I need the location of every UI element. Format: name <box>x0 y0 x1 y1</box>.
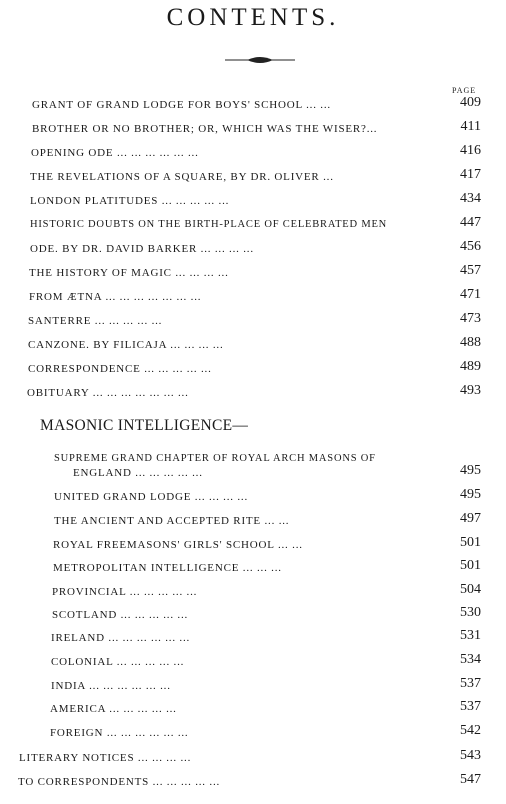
section-entry-page: 501 <box>460 558 481 573</box>
toc-entry-page: 471 <box>460 287 481 302</box>
section-entry-title: THE ANCIENT AND ACCEPTED RITE ... ... <box>54 515 290 527</box>
section-entry-continued <box>0 465 506 487</box>
toc-entry-page: 457 <box>460 263 481 278</box>
section-entry-page: 501 <box>460 535 481 550</box>
toc-entry <box>0 193 506 215</box>
toc-entry-title: CANZONE. BY FILICAJA ... ... ... ... <box>28 339 224 351</box>
toc-entry-title: ODE. BY DR. DAVID BARKER ... ... ... ... <box>30 243 254 255</box>
toc-entry-title: SANTERRE ... ... ... ... ... <box>28 315 163 327</box>
toc-entry <box>0 750 506 772</box>
section-entry-title: UNITED GRAND LODGE ... ... ... ... <box>54 491 249 503</box>
section-entry-title: COLONIAL ... ... ... ... ... <box>51 656 185 668</box>
section-entry <box>0 513 506 535</box>
toc-entry <box>0 241 506 263</box>
section-entry-page: 542 <box>460 723 481 738</box>
section-entry-title: ROYAL FREEMASONS' GIRLS' SCHOOL ... ... <box>53 539 303 551</box>
toc-entry-title: LITERARY NOTICES ... ... ... ... <box>19 752 192 764</box>
toc-entry <box>0 145 506 167</box>
toc-entry-page: 434 <box>460 191 481 206</box>
toc-entry-title: GRANT OF GRAND LODGE FOR BOYS' SCHOOL ... ... <box>32 99 331 111</box>
section-entry <box>0 607 506 629</box>
section-entry-page: 497 <box>460 511 481 526</box>
section-entry <box>0 560 506 582</box>
section-entry <box>0 725 506 747</box>
toc-entry <box>0 217 506 239</box>
toc-entry-page: 488 <box>460 335 481 350</box>
toc-entry-title: OPENING ODE ... ... ... ... ... ... <box>31 147 199 159</box>
toc-entry-page: 473 <box>460 311 481 326</box>
toc-entry-page: 447 <box>460 215 481 230</box>
toc-entry-page: 456 <box>460 239 481 254</box>
toc-entry-title: THE HISTORY OF MAGIC ... ... ... ... <box>29 267 229 279</box>
section-entry-title: IRELAND ... ... ... ... ... ... <box>51 632 191 644</box>
page-title: CONTENTS. <box>166 4 340 31</box>
toc-entry-title: FROM ÆTNA ... ... ... ... ... ... ... <box>29 291 202 303</box>
toc-entry <box>0 313 506 335</box>
toc-entry <box>0 265 506 287</box>
toc-entry-title: CORRESPONDENCE ... ... ... ... ... <box>28 363 212 375</box>
toc-entry-page: 493 <box>460 383 481 398</box>
section-entry-page: 537 <box>460 676 481 691</box>
toc-entry <box>0 361 506 383</box>
toc-entry-title: TO CORRESPONDENTS ... ... ... ... ... <box>18 776 221 788</box>
section-entry <box>0 701 506 723</box>
section-entry-title: AMERICA ... ... ... ... ... <box>50 703 177 715</box>
section-entry-title: PROVINCIAL ... ... ... ... ... <box>52 586 198 598</box>
toc-entry-title: LONDON PLATITUDES ... ... ... ... ... <box>30 195 230 207</box>
toc-entry <box>0 97 506 119</box>
toc-entry-page: 489 <box>460 359 481 374</box>
section-entry-page: 495 <box>460 463 481 478</box>
section-entry-page: 530 <box>460 605 481 620</box>
toc-entry-page: 416 <box>460 143 481 158</box>
toc-entry-title: BROTHER OR NO BROTHER; OR, WHICH WAS THE WISER?... <box>32 123 378 135</box>
toc-entry-title: HISTORIC DOUBTS ON THE BIRTH-PLACE OF CELEBRATED MEN <box>30 219 388 230</box>
toc-entry-page: 417 <box>460 167 481 182</box>
toc-entry <box>0 289 506 311</box>
section-entry-title: SCOTLAND ... ... ... ... ... <box>52 609 189 621</box>
section-entry-page: 531 <box>460 628 481 643</box>
toc-entry <box>0 774 506 796</box>
toc-entry-page: 411 <box>460 119 481 134</box>
section-entry-page: 495 <box>460 487 481 502</box>
toc-entry-page: 547 <box>460 772 481 787</box>
section-entry-page: 537 <box>460 699 481 714</box>
section-entry <box>0 489 506 511</box>
ornament-divider-icon <box>225 55 295 65</box>
toc-entry <box>0 121 506 143</box>
page-column-label: PAGE <box>452 86 477 95</box>
toc-entry <box>0 169 506 191</box>
section-entry <box>0 584 506 606</box>
toc-entry-title: THE REVELATIONS OF A SQUARE, BY DR. OLIVER ... <box>30 171 334 183</box>
section-entry <box>0 654 506 676</box>
section-entry-title: FOREIGN ... ... ... ... ... ... <box>50 727 189 739</box>
section-entry <box>0 678 506 700</box>
toc-entry <box>0 385 506 407</box>
toc-entry-page: 543 <box>460 748 481 763</box>
section-entry <box>0 630 506 652</box>
section-heading: MASONIC INTELLIGENCE— <box>40 417 249 434</box>
section-entry-title: SUPREME GRAND CHAPTER OF ROYAL ARCH MASONS OF <box>54 453 376 464</box>
toc-entry-page: 409 <box>460 95 481 110</box>
section-entry-title: METROPOLITAN INTELLIGENCE ... ... ... <box>53 562 282 574</box>
section-entry-title: INDIA ... ... ... ... ... ... <box>51 680 171 692</box>
toc-entry <box>0 337 506 359</box>
section-entry-page: 534 <box>460 652 481 667</box>
toc-entry-title: OBITUARY ... ... ... ... ... ... ... <box>27 387 189 399</box>
section-entry <box>0 537 506 559</box>
section-entry-title-cont: ENGLAND ... ... ... ... ... <box>73 467 203 479</box>
section-entry-page: 504 <box>460 582 481 597</box>
